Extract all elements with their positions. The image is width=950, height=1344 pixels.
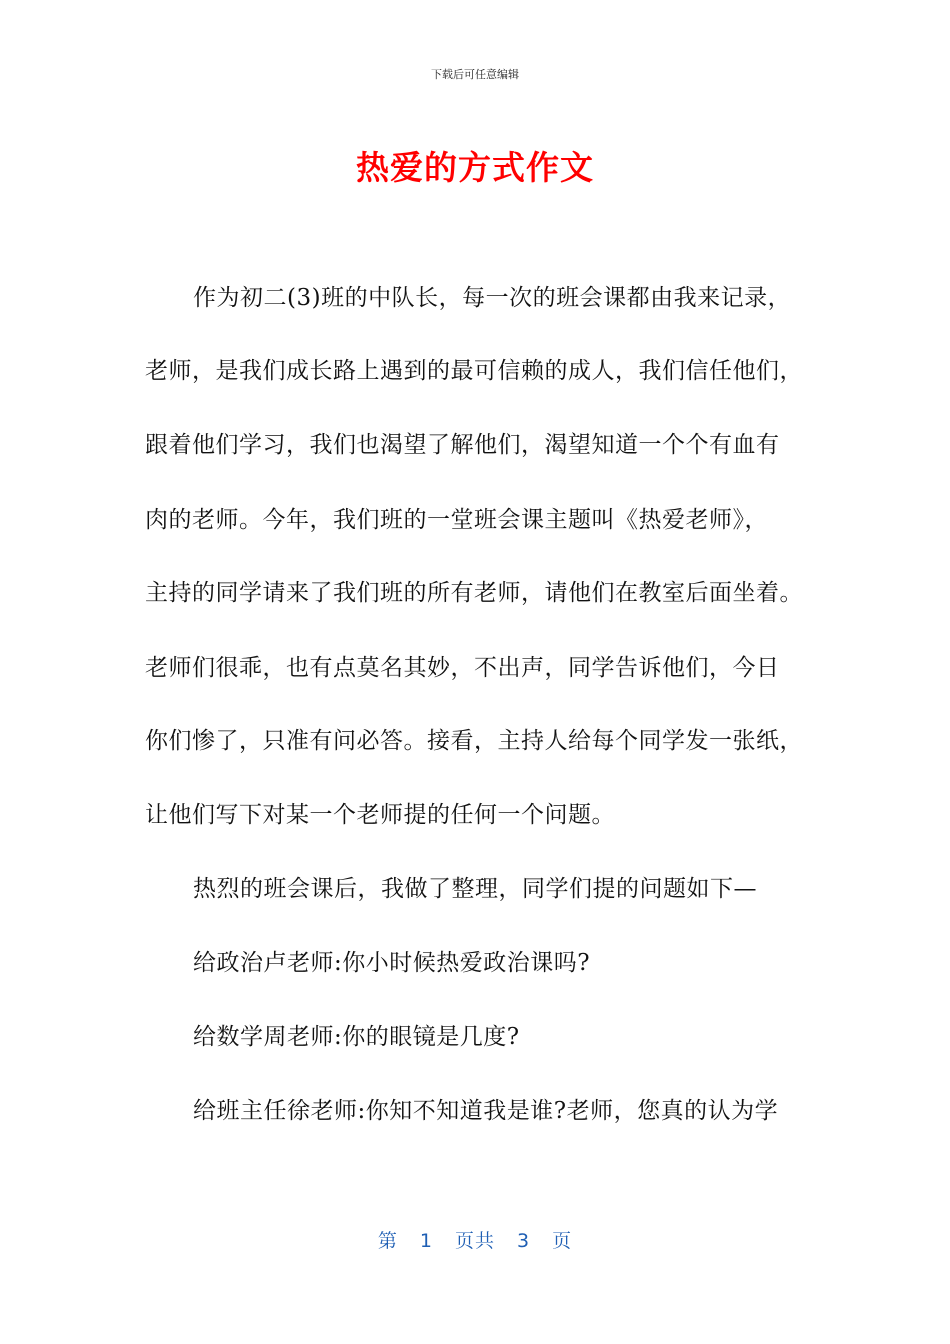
page-prefix: 第 <box>377 1230 398 1252</box>
paragraph-line: 跟着他们学习，我们也渴望了解他们，渴望知道一个个有血有 <box>145 432 780 458</box>
header-note: 下载后可任意编辑 <box>431 68 519 81</box>
current-page-number: 1 <box>419 1230 433 1252</box>
paragraph-line: 作为初二(3)班的中队长，每一次的班会课都由我来记录， <box>193 285 792 311</box>
total-pages-number: 3 <box>517 1230 531 1252</box>
paragraph-line: 肉的老师。今年，我们班的一堂班会课主题叫《热爱老师》， <box>145 507 768 533</box>
paragraph-line: 给班主任徐老师:你知不知道我是谁?老师，您真的认为学 <box>193 1098 779 1124</box>
paragraph-line: 老师们很乖，也有点莫名其妙，不出声，同学告诉他们，今日 <box>145 655 780 681</box>
paragraph-line: 给数学周老师:你的眼镜是几度? <box>193 1024 520 1050</box>
page-suffix: 页 <box>552 1230 573 1252</box>
document-title: 热爱的方式作文 <box>356 148 594 187</box>
paragraph-line: 让他们写下对某一个老师提的任何一个问题。 <box>145 802 615 828</box>
paragraph-line: 你们惨了，只准有问必答。接看，主持人给每个同学发一张纸， <box>145 728 803 754</box>
page-mid-text: 页共 <box>454 1230 495 1252</box>
paragraph-line: 主持的同学请来了我们班的所有老师，请他们在教室后面坐着。 <box>145 580 803 606</box>
paragraph-line: 老师，是我们成长路上遇到的最可信赖的成人，我们信任他们， <box>145 358 803 384</box>
paragraph-line: 给政治卢老师:你小时候热爱政治课吗? <box>193 950 591 976</box>
paragraph-line: 热烈的班会课后，我做了整理，同学们提的问题如下— <box>193 876 757 902</box>
page-footer <box>0 1226 950 1253</box>
